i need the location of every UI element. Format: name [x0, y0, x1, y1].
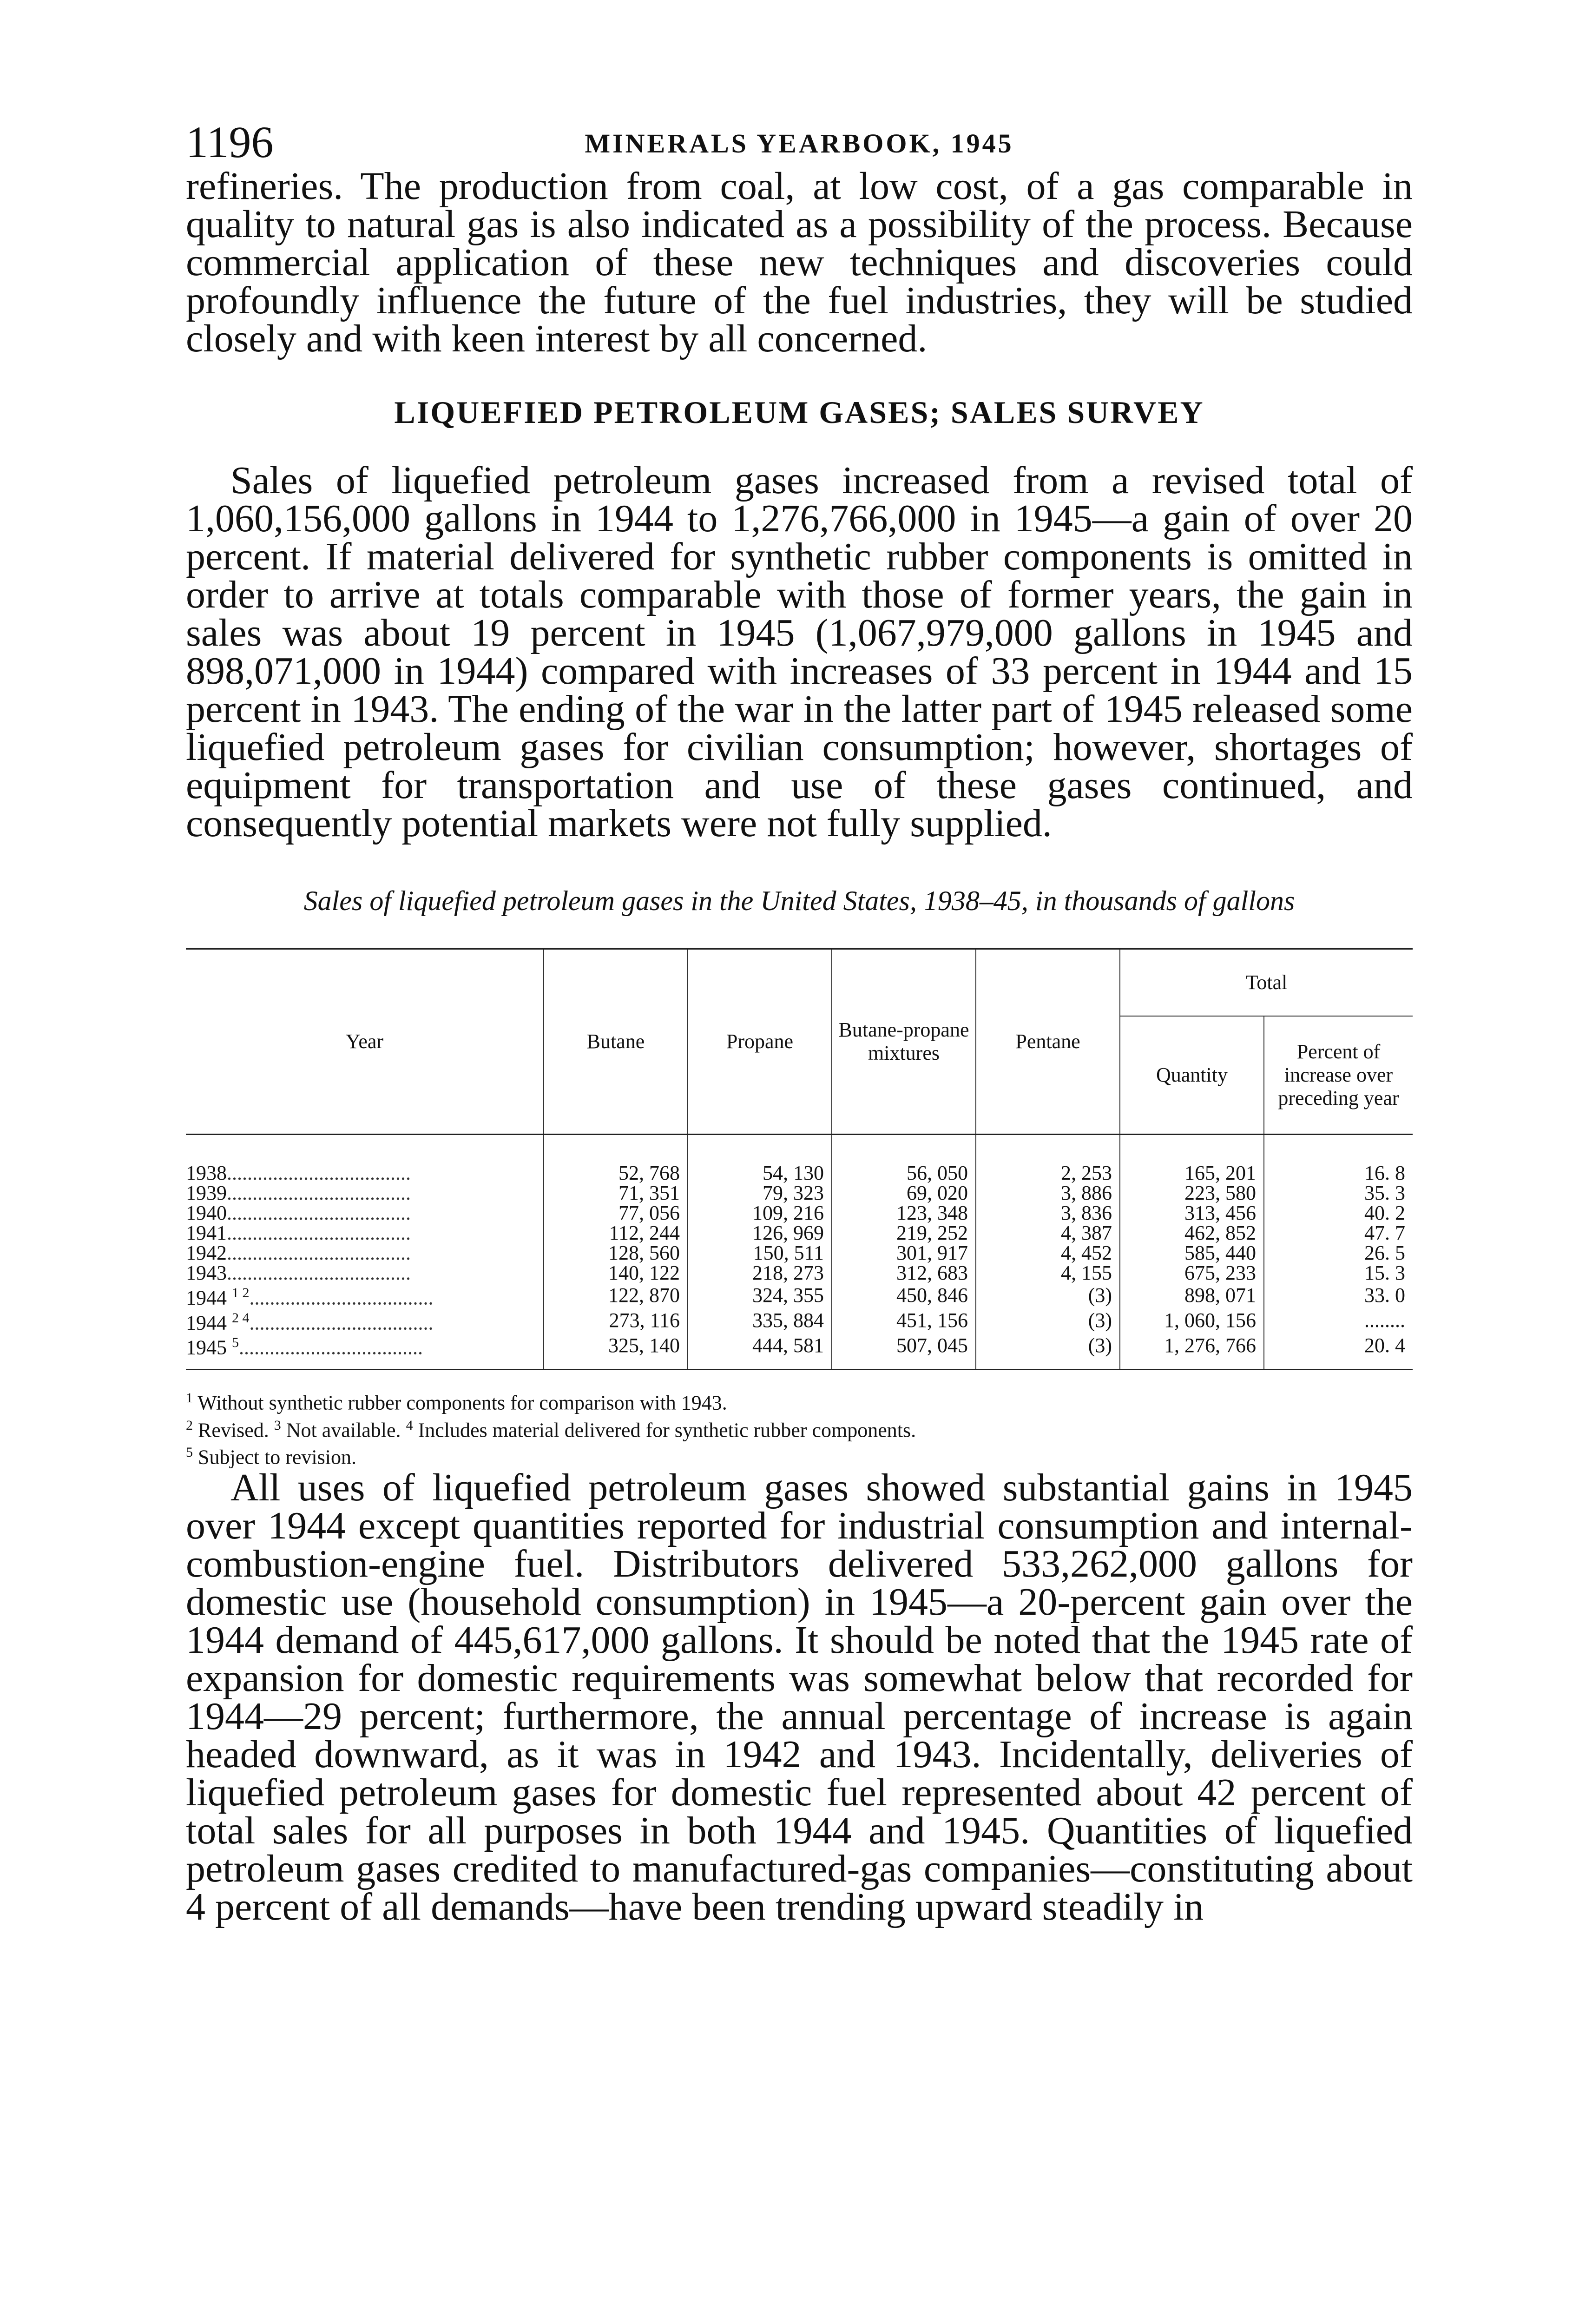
document-page [186, 116, 1413, 1926]
header-mixtures: Butane-propane mixtures [832, 949, 976, 1135]
cell-percent: 20. 4 [1264, 1333, 1413, 1369]
page-header [186, 116, 1413, 167]
lpg-sales-table [186, 948, 1413, 1370]
cell-percent: ........ [1264, 1308, 1413, 1333]
table-row [186, 1263, 1413, 1283]
table-footnotes [186, 1387, 1413, 1469]
footnote-line: $^1$ Without synthetic rubber components for comparison with 1943. [186, 1390, 727, 1414]
cell-quantity: 898, 071 [1120, 1283, 1264, 1308]
table-row [186, 1135, 1413, 1183]
header-butane: Butane [544, 949, 688, 1135]
cell-quantity: 313, 456 [1120, 1203, 1264, 1223]
cell-pentane: 3, 886 [976, 1183, 1120, 1203]
page-number: 1196 [186, 117, 274, 167]
cell-pentane: (3) [976, 1283, 1120, 1308]
cell-propane: 79, 323 [688, 1183, 832, 1203]
table-row [186, 1183, 1413, 1203]
cell-year: 1944 $^{2 4}$.................................... [186, 1310, 434, 1334]
cell-propane: 335, 884 [688, 1308, 832, 1333]
cell-butane: 128, 560 [544, 1243, 688, 1263]
cell-percent: 15. 3 [1264, 1263, 1413, 1283]
cell-butane: 122, 870 [544, 1283, 688, 1308]
header-propane: Propane [688, 949, 832, 1135]
cell-year: 1938.................................... [186, 1162, 411, 1184]
cell-quantity: 675, 233 [1120, 1263, 1264, 1283]
cell-year: 1941.................................... [186, 1221, 411, 1244]
cell-propane: 54, 130 [688, 1135, 832, 1183]
cell-quantity: 1, 060, 156 [1120, 1308, 1264, 1333]
cell-mixtures: 123, 348 [832, 1203, 976, 1223]
header-percent: Percent of increase over preceding year [1264, 1016, 1413, 1135]
cell-year: 1942.................................... [186, 1241, 411, 1264]
cell-butane: 140, 122 [544, 1263, 688, 1283]
cell-percent: 35. 3 [1264, 1183, 1413, 1203]
cell-quantity: 462, 852 [1120, 1223, 1264, 1243]
cell-quantity: 585, 440 [1120, 1243, 1264, 1263]
cell-quantity: 1, 276, 766 [1120, 1333, 1264, 1369]
footnote-line: $^5$ Subject to revision. [186, 1445, 356, 1469]
cell-butane: 273, 116 [544, 1308, 688, 1333]
header-quantity: Quantity [1120, 1016, 1264, 1135]
cell-butane: 77, 056 [544, 1203, 688, 1223]
cell-mixtures: 507, 045 [832, 1333, 976, 1369]
cell-butane: 112, 244 [544, 1223, 688, 1243]
header-pentane: Pentane [976, 949, 1120, 1135]
table-row [186, 1308, 1413, 1333]
cell-pentane: (3) [976, 1333, 1120, 1369]
header-year: Year [186, 949, 544, 1135]
running-title: MINERALS YEARBOOK, 1945 [585, 128, 1014, 158]
cell-mixtures: 312, 683 [832, 1263, 976, 1283]
cell-percent: 40. 2 [1264, 1203, 1413, 1223]
cell-pentane: (3) [976, 1308, 1120, 1333]
cell-propane: 444, 581 [688, 1333, 832, 1369]
header-total: Total [1120, 949, 1413, 1016]
cell-year: 1939.................................... [186, 1182, 411, 1204]
table-caption: Sales of liquefied petroleum gases in the United States, 1938–45, in thousands of gallons [303, 885, 1295, 916]
cell-percent: 16. 8 [1264, 1135, 1413, 1183]
cell-mixtures: 219, 252 [832, 1223, 976, 1243]
cell-pentane: 4, 452 [976, 1243, 1120, 1263]
footnote-line: $^2$ Revised. $^3$ Not available. $^4$ Includes material delivered for synthetic rubber components. [186, 1417, 916, 1442]
cell-percent: 26. 5 [1264, 1243, 1413, 1263]
table-body [186, 1135, 1413, 1370]
cell-quantity: 165, 201 [1120, 1135, 1264, 1183]
table-row [186, 1223, 1413, 1243]
cell-pentane: 2, 253 [976, 1135, 1120, 1183]
cell-propane: 150, 511 [688, 1243, 832, 1263]
cell-butane: 71, 351 [544, 1183, 688, 1203]
cell-percent: 47. 7 [1264, 1223, 1413, 1243]
cell-propane: 218, 273 [688, 1263, 832, 1283]
cell-percent: 33. 0 [1264, 1283, 1413, 1308]
table-row [186, 1203, 1413, 1223]
cell-mixtures: 301, 917 [832, 1243, 976, 1263]
closing-paragraph: All uses of liquefied petroleum gases showed substantial gains in 1945 over 1944 except quantities reported for industrial consumption and internal-combustion-engine fuel. Distributors delivered 533,262,000 gallons for domestic use (household consumption) in 1945—a 20-percent gain over the 1944 demand of 445,617,000 gallons. It should be noted that the 1945 rate of expansion for domestic requirements was somewhat below that recorded for 1944—29 percent; furthermore, the annual percentage of increase is again headed downward, as it was in 1942 and 1943. Incidentally, deliveries of liquefied petroleum gases for domestic fuel represented about 42 percent of total sales for all purposes in both 1944 and 1945. Quantities of liquefied petroleum gases credited to manufactured-gas companies—constituting about 4 percent of all demands—have been trending upward steadily in [186, 1466, 1413, 1928]
intro-paragraph: refineries. The production from coal, at low cost, of a gas comparable in quality to natural gas is also indicated as a possibility of the process. Because commercial application of these new techniques and discoveries could profoundly influence the future of the fuel industries, they will be studied closely and with keen interest by all concerned. [186, 165, 1413, 360]
section-heading: LIQUEFIED PETROLEUM GASES; SALES SURVEY [394, 395, 1204, 430]
cell-pentane: 3, 836 [976, 1203, 1120, 1223]
cell-mixtures: 69, 020 [832, 1183, 976, 1203]
table-row [186, 1333, 1413, 1369]
cell-pentane: 4, 155 [976, 1263, 1120, 1283]
cell-propane: 109, 216 [688, 1203, 832, 1223]
cell-mixtures: 451, 156 [832, 1308, 976, 1333]
table-row [186, 1243, 1413, 1263]
section-paragraph: Sales of liquefied petroleum gases increased from a revised total of 1,060,156,000 gallons in 1944 to 1,276,766,000 in 1945—a gain of over 20 percent. If material delivered for synthetic rubber components is omitted in order to arrive at totals comparable with those of former years, the gain in sales was about 19 percent in 1945 (1,067,979,000 gallons in 1945 and 898,071,000 in 1944) compared with increases of 33 percent in 1944 and 15 percent in 1943. The ending of the war in the latter part of 1945 released some liquefied petroleum gases for civilian consumption; however, shortages of equipment for transportation and use of these gases continued, and consequently potential markets were not fully supplied. [186, 459, 1413, 845]
cell-pentane: 4, 387 [976, 1223, 1120, 1243]
cell-propane: 126, 969 [688, 1223, 832, 1243]
cell-year: 1940.................................... [186, 1202, 411, 1224]
cell-year: 1945 $^5$.................................... [186, 1333, 544, 1369]
cell-mixtures: 56, 050 [832, 1135, 976, 1183]
cell-year: 1944 $^{1 2}$.................................... [186, 1285, 434, 1309]
cell-mixtures: 450, 846 [832, 1283, 976, 1308]
cell-butane: 52, 768 [544, 1135, 688, 1183]
cell-butane: 325, 140 [544, 1333, 688, 1369]
cell-year: 1943.................................... [186, 1261, 411, 1284]
cell-propane: 324, 355 [688, 1283, 832, 1308]
cell-quantity: 223, 580 [1120, 1183, 1264, 1203]
table-row [186, 1283, 1413, 1308]
